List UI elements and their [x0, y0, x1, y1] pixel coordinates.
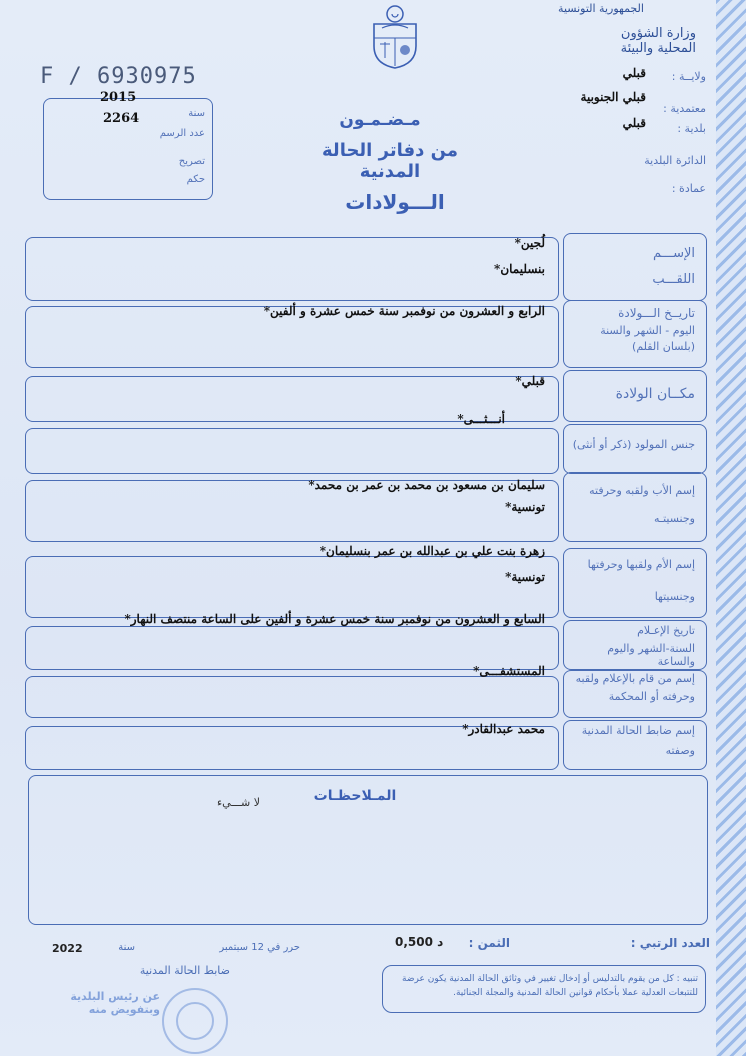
declaration-date-label: تاريخ الإعـلام: [637, 624, 695, 637]
row-mother-value-box: [25, 556, 559, 618]
judgment-label: حكم: [186, 174, 205, 185]
stamp-inner-icon: [176, 1002, 214, 1040]
price-value: 0,500 د: [395, 935, 444, 949]
birthdate-sublabel: اليوم - الشهر والسنة: [600, 324, 695, 337]
daira-label: الدائرة البلدية: [644, 154, 706, 167]
declaration-date-sublabel: السنة-الشهر واليوم والساعة: [607, 642, 695, 668]
father-nationality-value: تونسية*: [505, 500, 545, 514]
officer-label: إسم ضابط الحالة المدنية: [581, 724, 695, 737]
coat-of-arms-icon: [368, 4, 422, 70]
serial-number: F / 6930975: [40, 64, 197, 89]
row-name-label-box: [563, 233, 707, 301]
remarks-value: لا شـــيء: [217, 796, 260, 809]
birthplace-label: مكــان الولادة: [615, 386, 695, 402]
notice-text: تنبيه : كل من يقوم بالتدليس أو إدخال تغيير في وثائق الحالة المدنية يكون عرضة للتتبعات العدلية عملا بأحكام قوانين الحالة المدنية والمجلة الجنائية.: [402, 974, 698, 998]
baladia-label: بلدية :: [677, 122, 706, 135]
father-label: إسم الأب ولقبه وحرفته: [589, 484, 695, 497]
officer-value: محمد عبدالقادر*: [462, 722, 545, 736]
mootamadia-label: معتمدية :: [663, 102, 706, 115]
remarks-title: المـلاحظـات: [313, 788, 397, 804]
registry-number: 2264: [103, 111, 140, 126]
rank-label: العدد الرتبي :: [630, 936, 710, 950]
mootamadia-value: قبلي الجنوبية: [580, 90, 646, 104]
declarant-label: إسم من قام بالإعلام ولقبه: [575, 672, 695, 685]
first-name-value: لُجين*: [514, 236, 545, 250]
first-name-label: الإســـم: [653, 246, 695, 261]
signature-stamp: عن رئيس البلدية وبتفويض منه: [70, 990, 160, 1016]
last-name-value: بنسليمان*: [494, 262, 545, 276]
title-births: الـــولادات: [345, 190, 445, 214]
declarant-sublabel: وحرفته أو المحكمة: [608, 690, 695, 703]
birthdate-sublabel-2: (بلسان القلم): [632, 340, 695, 353]
row-declarant-value-box: [25, 676, 559, 718]
sex-label: جنس المولود (ذكر أو أنثى): [572, 438, 695, 451]
year-label-footer: سنة: [118, 942, 135, 953]
last-name-label: اللقـــب: [652, 272, 695, 287]
birthdate-label: تاريــخ الـــولادة: [618, 306, 695, 320]
republic-label: الجمهورية التونسية: [558, 2, 644, 15]
mother-label: إسم الأم ولقبها وحرفتها: [587, 558, 695, 571]
officer-sublabel: وصفته: [665, 744, 695, 757]
sex-value: أنـــثـــى*: [457, 412, 505, 426]
number-label: عدد الرسم: [159, 128, 205, 139]
declaration-date-value: السابع و العشرون من نوفمبر سنة خمس عشرة و ألفين على الساعة منتصف النهار*: [124, 612, 545, 626]
mother-nationality-value: تونسية*: [505, 570, 545, 584]
title-registers: من دفاتر الحالة المدنية: [322, 140, 458, 182]
mother-value: زهرة بنت علي بن عبدالله بن عمر بنسليمان*: [319, 544, 545, 558]
decorative-border: [716, 0, 746, 1056]
wilaya-label: ولايــة :: [671, 70, 706, 83]
birthplace-value: قبلي*: [515, 374, 545, 388]
ministry-label: وزارة الشؤون المحلية والبيئة: [620, 26, 696, 56]
father-value: سليمان بن مسعود بن محمد بن عمر بن محمد*: [308, 478, 545, 492]
year-value-footer: 2022: [52, 942, 83, 955]
baladia-value: قبلي: [622, 116, 646, 130]
year-label: سنة: [188, 108, 205, 119]
mother-nationality-label: وجنسيتها: [654, 590, 695, 603]
registry-year: 2015: [100, 90, 137, 105]
father-nationality-label: وجنسيتـه: [653, 512, 695, 525]
row-father-label-box: [563, 472, 707, 542]
birthdate-value: الرابع و العشرون من نوفمبر سنة خمس عشرة و ألفين*: [263, 304, 545, 318]
price-label: الثمن :: [468, 936, 510, 950]
omada-label: عمادة :: [671, 182, 706, 195]
issued-date: حرر في 12 سبتمبر: [219, 942, 300, 953]
declarant-value: المستشفـــى*: [473, 664, 545, 678]
officer-title: ضابط الحالة المدنية: [139, 964, 230, 977]
declaration-label: تصريح: [178, 156, 205, 167]
wilaya-value: قبلي: [622, 66, 646, 80]
row-sex-value-box: [25, 428, 559, 474]
title-content: مـضـمـون: [339, 110, 421, 130]
